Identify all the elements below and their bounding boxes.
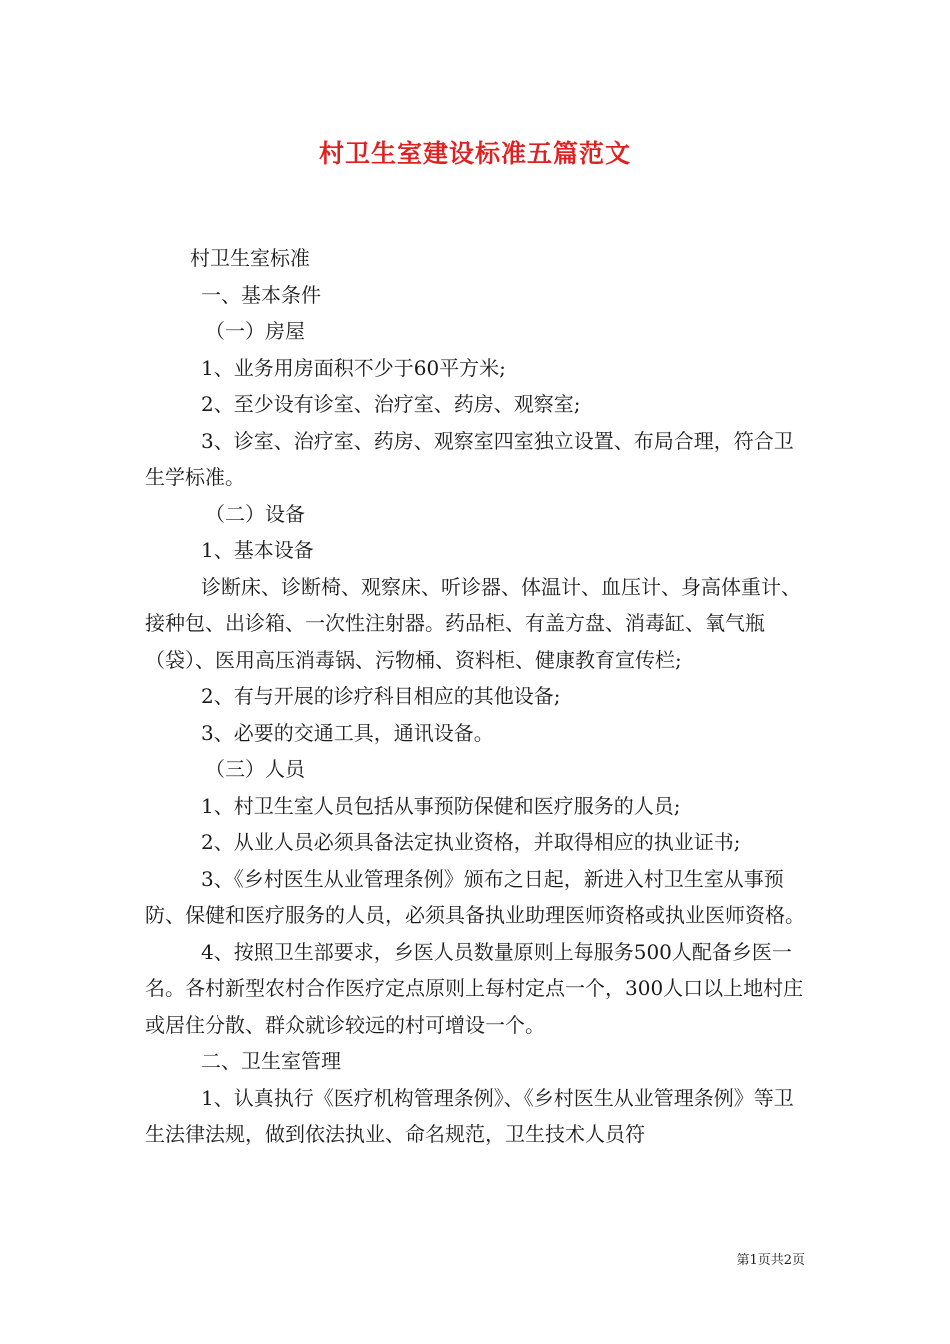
document-body — [145, 240, 810, 1153]
paragraph: 1、认真执行《医疗机构管理条例》、《乡村医生从业管理条例》等卫生法律法规，做到依法执业、命名规范，卫生技术人员符 — [145, 1085, 794, 1146]
page-number: 第1页共2页 — [736, 1253, 805, 1268]
paragraph: 一、基本条件 — [201, 282, 321, 307]
paragraph: 村卫生室标准 — [190, 246, 310, 270]
paragraph: 1、基本设备 — [201, 538, 314, 562]
paragraph: 二、卫生室管理 — [201, 1049, 341, 1073]
paragraph: （三）人员 — [205, 757, 305, 781]
paragraph: 4、按照卫生部要求，乡医人员数量原则上每服务500人配备乡医一名。各村新型农村合作医疗定点原则上每村定点一个，300人口以上地村庄或居住分散、群众就诊较远的村可增设一个。 — [145, 939, 804, 1037]
document-title: 村卫生室建设标准五篇范文 — [318, 139, 631, 168]
paragraph: 3、必要的交通工具，通讯设备。 — [201, 720, 494, 745]
paragraph: 1、村卫生室人员包括从事预防保健和医疗服务的人员; — [201, 793, 681, 818]
paragraph: 3、《乡村医生从业管理条例》颁布之日起，新进入村卫生室从事预防、保健和医疗服务的人员，必须具备执业助理医师资格或执业医师资格。 — [145, 866, 805, 927]
paragraph: 2、有与开展的诊疗科目相应的其他设备; — [201, 684, 561, 708]
paragraph: （二）设备 — [205, 501, 305, 526]
paragraph: 诊断床、诊断椅、观察床、听诊器、体温计、血压计、身高体重计、接种包、出诊箱、一次性注射器。药品柜、有盖方盘、消毒缸、氧气瓶（袋）、医用高压消毒锅、污物桶、资料柜、健康教育宣传栏; — [145, 574, 801, 672]
paragraph: （一）房屋 — [205, 319, 305, 343]
paragraph: 3、诊室、治疗室、药房、观察室四室独立设置、布局合理，符合卫生学标准。 — [145, 428, 794, 489]
paragraph: 1、业务用房面积不少于60平方米; — [201, 355, 506, 380]
paragraph: 2、从业人员必须具备法定执业资格，并取得相应的执业证书; — [201, 830, 741, 854]
paragraph: 2、至少设有诊室、治疗室、药房、观察室; — [201, 392, 581, 416]
